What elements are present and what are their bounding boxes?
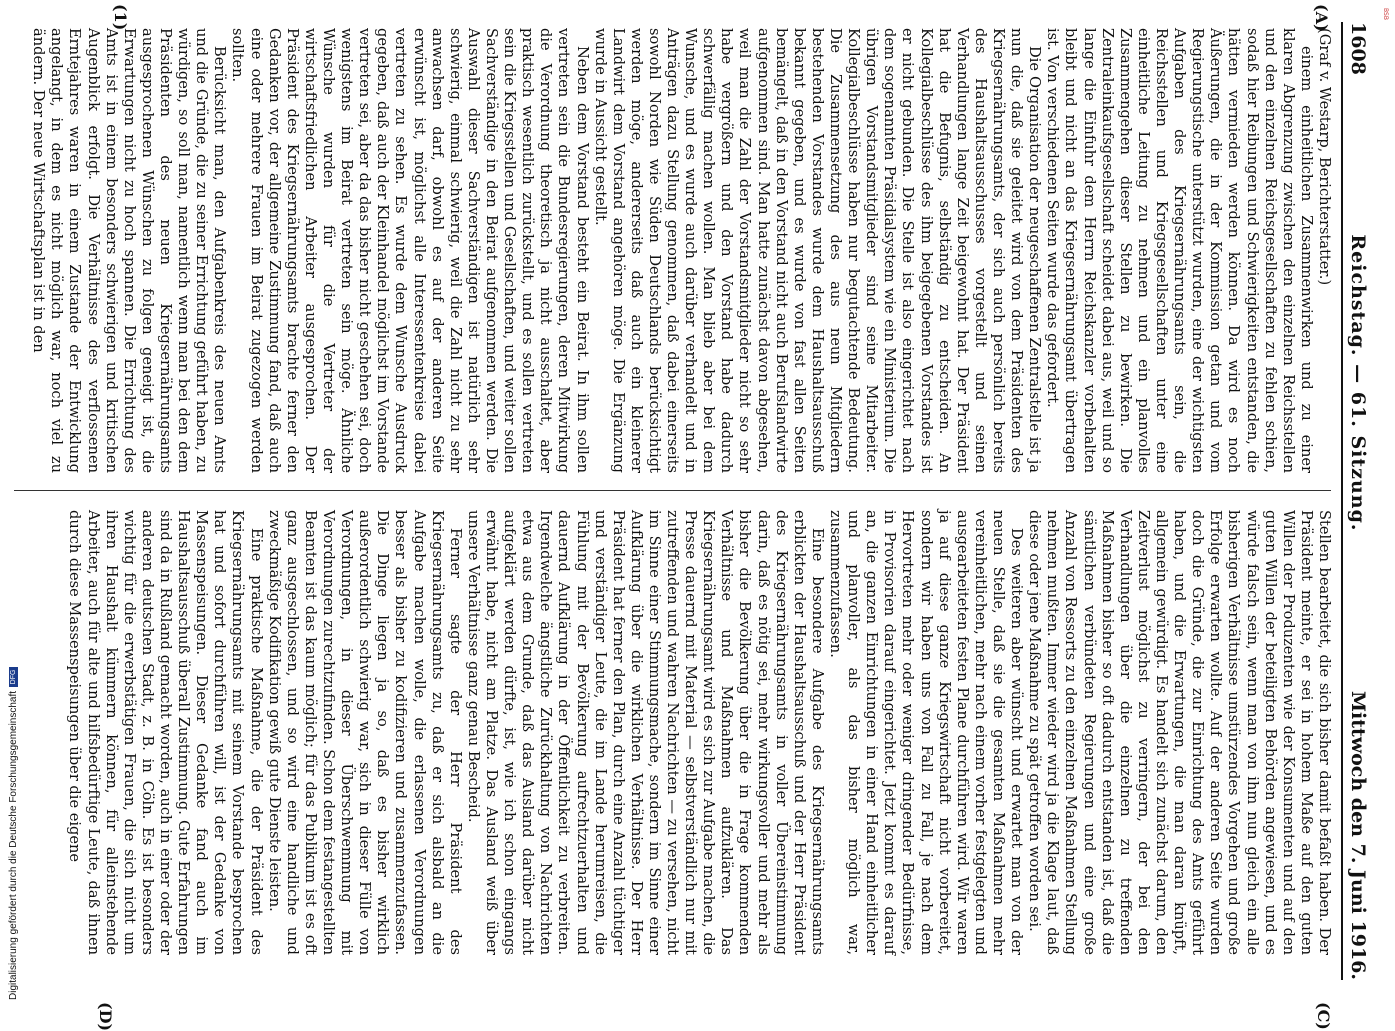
paragraph: Stellen bearbeitet, die sich bisher damit befaßt haben. Der Präsident meinte, er sei in hohem Maße auf den guten Willen der Produzenten wie der Konsumenten und auf den guten Willen der beteiligten Behörden angewiesen, und es würde falsch sein, wenn man von ihm nun gleich ein alle bisherigen Verhältnisse umstürzendes Vorgehen und große Erfolge erwarten wollte. Auf der anderen Seite wurden doch die Gründe, die zur Einrichtung des Amts geführt haben, und die Erwartungen, die man daran knüpft, allgemein gewürdigt. Es handelt sich zunächst darum, den Zeitverlust möglichst zu verringern, der bei den Verhandlungen über die einzelnen zu treffenden Maßnahmen bisher so oft dadurch entstanden ist, daß die sämtlichen verbündeten Regierungen und eine große Anzahl von Ressorts zu den einzelnen Maßnahmen Stellung nehmen mußten. Immer wieder wird ja die Klage laut, daß diese oder jene Maßnahme zu spät getroffen worden sei. (1026, 510, 1333, 955)
session-date: Mittwoch den 7. Juni 1916. (1347, 690, 1369, 980)
paragraph: einem einheitlichen Zusammenwirken und zu einer klaren Abgrenzung zwischen den einzelnen Reichsstellen und den einzelnen Reichsgesellschaften zu fehlen schien, sodaß hier Reibungen und Schwierigkeiten entstanden, die hätten vermieden werden können. Da wird es noch Äußerungen, die in der Kommission getan und vom Regierungstische unterstützt wurden, eine der wichtigsten Aufgaben des Kriegsernährungsamts sein, die Reichsstellen und Kriegsgesellschaften unter eine einheitliche Leitung zu nehmen und ein planvolles Zusammengehen dieser Stellen zu bewirken. Die Zentraleinkaufsgesellschaft scheidet dabei aus, weil und so lange die Einfuhr dem Herrn Reichskanzler vorbehalten bleibt und nicht an das Kriegsernährungsamt übertragen ist. Von verschiedenen Seiten wurde das gefordert. (1044, 28, 1315, 473)
session-title: Reichstag. — 61. Sitzung. (1347, 234, 1369, 532)
paragraph: Die Organisation der neugeschaffenen Zentralstelle ist ja nun die, daß sie geleitet wird von dem Präsidenten des Kriegsernährungsamts, der sich auch persönlich bereits des Haushaltsausschusses vorgestellt und seinen Verhandlungen lange Zeit beigewohnt hat. Der Präsident hat die Befugnis, selbständig zu entscheiden. An Kollegialbeschlüsse des ihm beigegebenen Vorstandes ist er nicht gebunden. Die Stelle ist also eingerichtet nach dem sogenannten Präsidialsystem wie ein Ministerium. Die übrigen Vorstandsmitglieder sind seine Mitarbeiter. Kollegialbeschlüsse haben nur begutachtende Bedeutung. Die Zusammensetzung des aus neun Mitgliedern bestehenden Vorstandes wurde dem Haushaltsausschuß bekannt gegeben, und es wurde von fast allen Seiten bemängelt, daß in den Vorstand nicht auch Berufslandwirte aufgenommen sind. Man hatte zunächst davon abgesehen, weil man die Zahl der Vorstandsmitglieder nicht so sehr habe vergrößern und den Vorstand habe dadurch schwerfällig machen wollen. Man blieb aber bei dem Wunsche, und es wurde auch darüber verhandelt und in Anträgen dazu Stellung genommen, daß dabei einerseits sowohl Norden wie Süden Deutschlands berücksichtigt werden möge, andererseits daß auch ein kleinerer Landwirt dem Vorstand angehören möge. Die Ergänzung wurde in Aussicht gestellt. (591, 28, 1044, 473)
paragraph: Neben dem Vorstand besteht ein Beirat. In ihm sollen vertreten sein die Bundesregierungen, deren Mitwirkung die Verordnung theoretisch ja nicht ausschaltet, aber praktisch wesentlich zurückstellt, und es sollen vertreten sein die Kriegsstellen und Gesellschaften, und weiter sollen Sachverständige in den Beirat aufgenommen werden. Die Auswahl dieser Sachverständigen ist natürlich sehr schwierig, einmal schwierig, weil die Zahl nicht zu sehr anwachsen darf, obwohl es auf der anderen Seite erwünscht ist, möglichst alle Interessentenkreise dabei vertreten zu sehen. Es wurde dem Wunsche Ausdruck gegeben, daß auch der Kleinhandel möglichst im Vorstande vertreten sei, aber da das bisher nicht geschehen sei, doch wenigstens im Beirat vertreten sein möge. Ähnliche Wünsche wurden für die Vertreter der wirtschaftsfriedlichen Arbeiter ausgesprochen. Der Präsident des Kriegsernährungsamts brachte ferner den Gedanken vor, der allgemeine Zustimmung fand, daß auch eine oder mehrere Frauen im Beirat zugezogen werden sollten. (229, 28, 591, 473)
speaker-line: (Graf v. Westarp, Berichterstatter.) (1316, 28, 1333, 286)
margin-marker-d: (D) (96, 1002, 115, 1031)
credit-text: Digitalisierung gefördert durch die Deutsche Forschungsgemeinschaft (7, 690, 19, 1000)
library-stamp (1377, 2, 1391, 30)
paragraph: Des weiteren aber wünscht und erwartet man von der neuen Stelle, daß sie die gesamten Maßnahmen mehr vereinheitlichen, mehr nach einem vorher festgelegten und ausgearbeiteten festen Plane durchführen wird. Wir waren ja auf diese ganze Kriegswirtschaft nicht vorbereitet, sondern wir haben uns von Fall zu Fall, je nach dem Hervortreten mehr oder weniger dringender Bedürfnisse, in Provisorien darauf eingerichtet. Jetzt kommt es darauf an, die ganzen Einrichtungen in einer Hand einheitlicher und planvoller, als das bisher möglich war, zusammenzufassen. (827, 510, 1026, 955)
paragraph: Eine praktische Maßnahme, die der Präsident des Kriegsernährungsamts mit seinem Vorstande besprochen hat und sofort durchführen will, ist der Gedanke von Massenspeisungen. Dieser Gedanke fand auch im Haushaltsausschuß überall Zustimmung. Gute Erfahrungen sind da in Rußland gemacht worden, auch in einer oder der anderen deutschen Stadt, z. B. in Cöln. Es ist besonders wichtig für die erwerbstätigen Frauen, die sich nicht um ihren Haushalt kümmern können, für alleinstehende Arbeiter, auch für alte und hilfsbedürftige Leute, daß ihnen durch diese Massenspeisungen über die eigene (66, 510, 265, 955)
column-divider (14, 490, 1331, 491)
margin-marker-c: (C) (1314, 1002, 1333, 1030)
library-stamp-text: BSB (1382, 8, 1389, 20)
dfg-logo-icon: DFG (9, 667, 18, 687)
paragraph: Berücksicht man, den Aufgabenkreis des neuen Amts und die Gründe, die zu seiner Errichtung geführt haben, zu würdigen, so soll man, namentlich wenn man bei den dem Präsidenten des neuen Kriegsernährungsamts ausgesprochenen Wünschen zu folgen geneigt ist, die Erwartungen nicht zu hoch spannen. Die Errichtung des Amts ist in einem besonders schwierigen und kritischen Augenblick erfolgt. Die Verhältnisse des verflossenen Erntejahres waren in einem Zustande der Entwicklung angelangt, in dem es nicht möglich war, noch viel zu ändern. Der neue Wirtschaftsplan ist in den (30, 28, 229, 473)
paragraph: Eine besondere Aufgabe des Kriegsernährungsamts erblickten der Haushaltsausschuß und der Herr Präsident des Kriegsernährungsamts in voller Übereinstimmung darin, daß es nötig sei, mehr wirkungsvoller und mehr als bisher die Bevölkerung über die in Frage kommenden Verhältnisse und Maßnahmen aufzuklären. Das Kriegsernährungsamt wird es sich zur Aufgabe machen, die Presse dauernd mit Material — selbstverständlich nur mit zutreffenden und wahren Nachrichten — zu versehen, nicht im Sinne einer Stimmungsmache, sondern im Sinne einer Aufklärung über die wirklichen Verhältnisse. Der Herr Präsident hat ferner den Plan, durch eine Anzahl tüchtiger und verständiger Leute, die im Lande herumreisen, die Fühlung mit der Bevölkerung aufrechtzuerhalten und dauernd Aufklärung in der Öffentlichkeit zu verbreiten. Irgendwelche ängstliche Zurückhaltung von Nachrichten etwa aus dem Grunde, daß das Ausland darüber nicht aufgeklärt werden dürfte, ist, wie ich schon eingangs erwähnt habe, nicht am Platze. Das Ausland weiß über unsere Verhältnisse ganz genau Bescheid. (464, 510, 826, 955)
left-text-column (29, 28, 1333, 473)
margin-marker-1: (1) (111, 4, 130, 31)
margin-marker-a: (A) (1312, 4, 1331, 32)
page-number: 1608 (1347, 22, 1369, 75)
right-text-column (65, 510, 1333, 955)
page-header (1341, 22, 1387, 980)
digitization-credit (6, 610, 20, 1000)
paragraph: Ferner sagte der Herr Präsident des Kriegsernährungsamts zu, daß er sich alsbald an die Aufgabe machen wolle, die erlassenen Verordnungen besser als bisher zu kodifizieren und zusammenzufassen. Die Dinge liegen ja so, daß es bisher wirklich außerordentlich schwierig war, sich in dieser Fülle von Verordnungen, in dieser Überschwemmung mit Verordnungen zurechtzufinden. Schon dem festangestellten Beamten ist das kaum möglich; für das Publikum ist es oft ganz ausgeschlossen, und so wird eine handliche und zweckmäßige Kodifikation gewiß gute Dienste leisten. (265, 510, 464, 955)
